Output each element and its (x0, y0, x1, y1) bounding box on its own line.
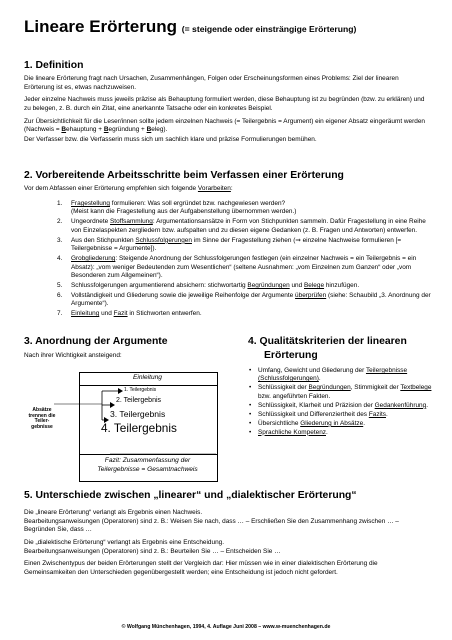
list-item: 6. Vollständigkeit und Gliederung sowie die jeweilige Reihenfolge der Argumente überprüfen (siehe: Schaubild „3. Anordnung der Argumente“). (57, 292, 431, 308)
section-1-heading: 1. Definition (24, 60, 84, 71)
footer: © Wolfgang Münchenhagen, 1994, 4. Auflage Juni 2008 – www.w-muenchenhagen.de (121, 624, 331, 630)
section-2-list (57, 200, 437, 320)
list-item: 5. Schlussfolgerungen argumentierend absichern: stichwortartig Begründungen und Belege hinzufügen. (57, 282, 360, 290)
section-2-heading: 2. Vorbereitende Arbeitsschritte beim Verfassen einer Erörterung (24, 170, 344, 181)
list-item: 7. Einleitung und Fazit in Stichworten entwerfen. (57, 310, 202, 318)
criteria-item: • Schlüssigkeit und Differenziertheit des Fazits. (258, 411, 438, 419)
absaetze-label: Absätze trennen die Teiler-gebnisse (28, 407, 56, 430)
hauptteil-box (79, 384, 218, 455)
list-item: 1. Fragestellung formulieren: Was soll ergründet bzw. nachgewiesen werden? (Meist kann die Fragestellung aus der Aufgabenstellung übernommen werden.) (57, 200, 297, 216)
s1-paragraph-3: Zur Übersichtlichkeit für die Leser/innen sollte jedem einzelnen Nachweis (= Teilergebnis = Argument) ein eigener Absatz eingeräumt werden (Nachweis = Behauptung + Begründung + Beleg). (24, 117, 426, 134)
section-5-body (24, 509, 429, 582)
criteria-item: • Umfang, Gewicht und Gliederung der Teilergebnisse (Schlussfolgerungen). (258, 367, 438, 384)
s1-paragraph-1: Die lineare Erörterung fragt nach Ursachen, Zusammenhängen, Folgen oder Erscheinungsformen eines Problems: Ziel der linearen Erörterung ist es, etwas nachzuweisen. (24, 75, 399, 91)
section-3-heading: 3. Anordnung der Argumente (24, 336, 168, 347)
section-4-heading-line-1: 4. Qualitätskriterien der linearen (248, 336, 407, 347)
s5-paragraph-2: Die „dialektische Erörterung“ verlangt als Ergebnis eine Entscheidung. Bearbeitungsanweisungen (Operatoren) sind z. B.: Beurteilen Sie … – Entscheiden Sie … (24, 538, 281, 555)
list-item: 2. Ungeordnete Stoffsammlung: Argumentationsansätze in Form von Stichpunkten sammeln. Dafür Fragestellung in eine Reihe von Einzelaspekten zergliedern bzw. aufspalten und zu diesen eigene Gedanken (z. B. Fragen und Antworten) entwerfen. (57, 218, 426, 234)
section-2-intro: Vor dem Abfassen einer Erörterung empfehlen sich folgende Vorarbeiten: (24, 185, 233, 192)
fazit-line-2: Teilergebnisse = Gesamtnachweis (97, 466, 198, 473)
fazit-line-1: Fazit: Zusammenfassung der (104, 457, 191, 464)
teilergebnis-3: 3. Teilergebnis (110, 409, 166, 419)
teilergebnis-4: 4. Teilergebnis (101, 421, 177, 435)
section-1-body (24, 75, 429, 149)
title-main: Lineare Erörterung (24, 17, 178, 36)
section-5-heading: 5. Unterschiede zwischen „linearer“ und „dialektischer Erörterung“ (24, 490, 357, 501)
section-3-intro: Nach ihrer Wichtigkeit ansteigend: (24, 352, 122, 359)
list-item: 3. Aus den Stichpunkten Schlussfolgerungen im Sinne der Fragestellung ziehen (⇒ einzelne Nachweise formulieren [= Teilergebnisse = Argumente]). (57, 236, 402, 253)
criteria-item: • Schlüssigkeit, Klarheit und Präzision der Gedankenführung. (258, 402, 438, 410)
einleitung-label: Einleitung (133, 374, 162, 381)
s5-paragraph-3: Einen Zwischentypus der beiden Erörterungen stellt der Vergleich dar: Hier müssen wie in einer dialektischen Erörterung die Gemeinsamkeiten den Unterschieden gegenübergestellt werden; eine Entscheidung ist jedoch nicht gefordert. (24, 560, 378, 576)
teilergebnis-1: 1. Teilergebnis (124, 387, 157, 393)
section-4-heading-line-2: Erörterung (264, 350, 318, 361)
page-title (24, 17, 356, 37)
criteria-item: • Übersichtliche Gliederung in Absätze. (258, 420, 438, 428)
s1-paragraph-4: Der Verfasser bzw. die Verfasserin muss sich um sachlich klare und präzise Formulierungen bemühen. (24, 135, 317, 143)
s1-paragraph-2: Jeder einzelne Nachweis muss jeweils präzise als Behauptung formuliert werden, diese Behauptung ist zu begründen (bzw. zu erklären) und zu belegen, z. B. durch ein Zitat, eine anerkannte Tatsache oder ein konkretes Beispiel. (24, 96, 425, 112)
list-item: 4. Grobgliederung: Steigende Anordnung der Schlussfolgerungen festlegen (ein einzelner Nachweis = ein Teilergebnis = ein Absatz): „vom weniger Bedeutenden zum Wesentlichen“ (seltene Ausnahmen: „vom Einzelnen zum Ganzen“ oder „vom Besonderen zum Allgemeinen“). (57, 255, 417, 280)
section-4-list (248, 367, 438, 438)
teilergebnis-2: 2. Teilergebnis (116, 397, 162, 404)
criteria-item: • Schlüssigkeit der Begründungen, Stimmigkeit der Textbelege bzw. angeführten Fakten. (258, 384, 438, 401)
criteria-item: • Sprachliche Kompetenz. (258, 429, 438, 437)
title-subtitle: (= steigende oder einsträngige Erörterung) (181, 24, 357, 34)
s5-paragraph-1: Die „lineare Erörterung“ verlangt als Ergebnis einen Nachweis. Bearbeitungsanweisungen (Operatoren) sind z. B.: Weisen Sie nach, dass … – Erschließen Sie den Zusammenhang zwischen … – Begründen Sie, dass … (24, 509, 399, 534)
